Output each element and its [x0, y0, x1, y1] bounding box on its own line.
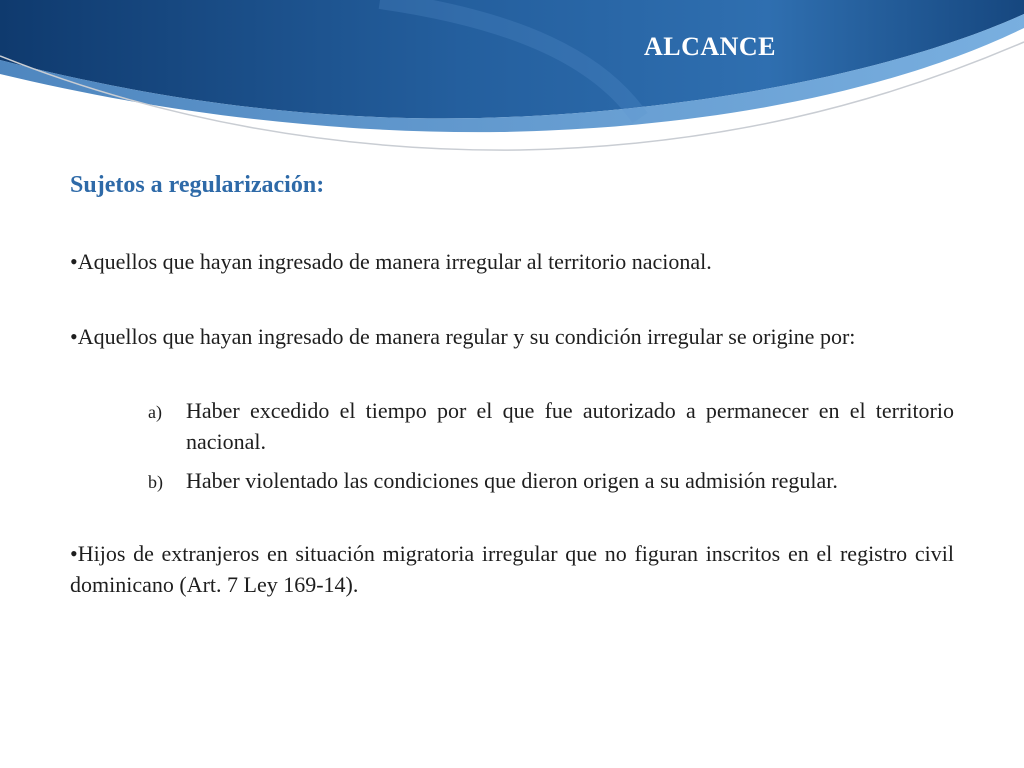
bullet-children-of-foreigners: •Hijos de extranjeros en situación migratoria irregular que no figuran inscritos en el registro civil dominicano (Art. 7 Ley 169-14).	[70, 541, 954, 597]
sublist-marker: b)	[148, 472, 163, 492]
section-subtitle: Sujetos a regularización:	[70, 172, 325, 198]
sublist-marker: a)	[148, 402, 162, 422]
sublist-text: Haber excedido el tiempo por el que fue autorizado a permanecer en el territorio nacional.	[186, 398, 954, 454]
sublist-item	[70, 465, 954, 496]
bullet-irregular-entry: •Aquellos que hayan ingresado de manera irregular al territorio nacional.	[70, 249, 712, 274]
slide-title: ALCANCE	[643, 32, 777, 61]
sublist-item	[70, 395, 954, 457]
sublist-text: Haber violentado las condiciones que dieron origen a su admisión regular.	[186, 468, 838, 493]
bullet-regular-entry: •Aquellos que hayan ingresado de manera regular y su condición irregular se origine por:	[70, 324, 856, 349]
condition-sublist	[70, 395, 954, 496]
slide-content	[70, 168, 954, 600]
header-wave-decoration	[0, 0, 1024, 170]
